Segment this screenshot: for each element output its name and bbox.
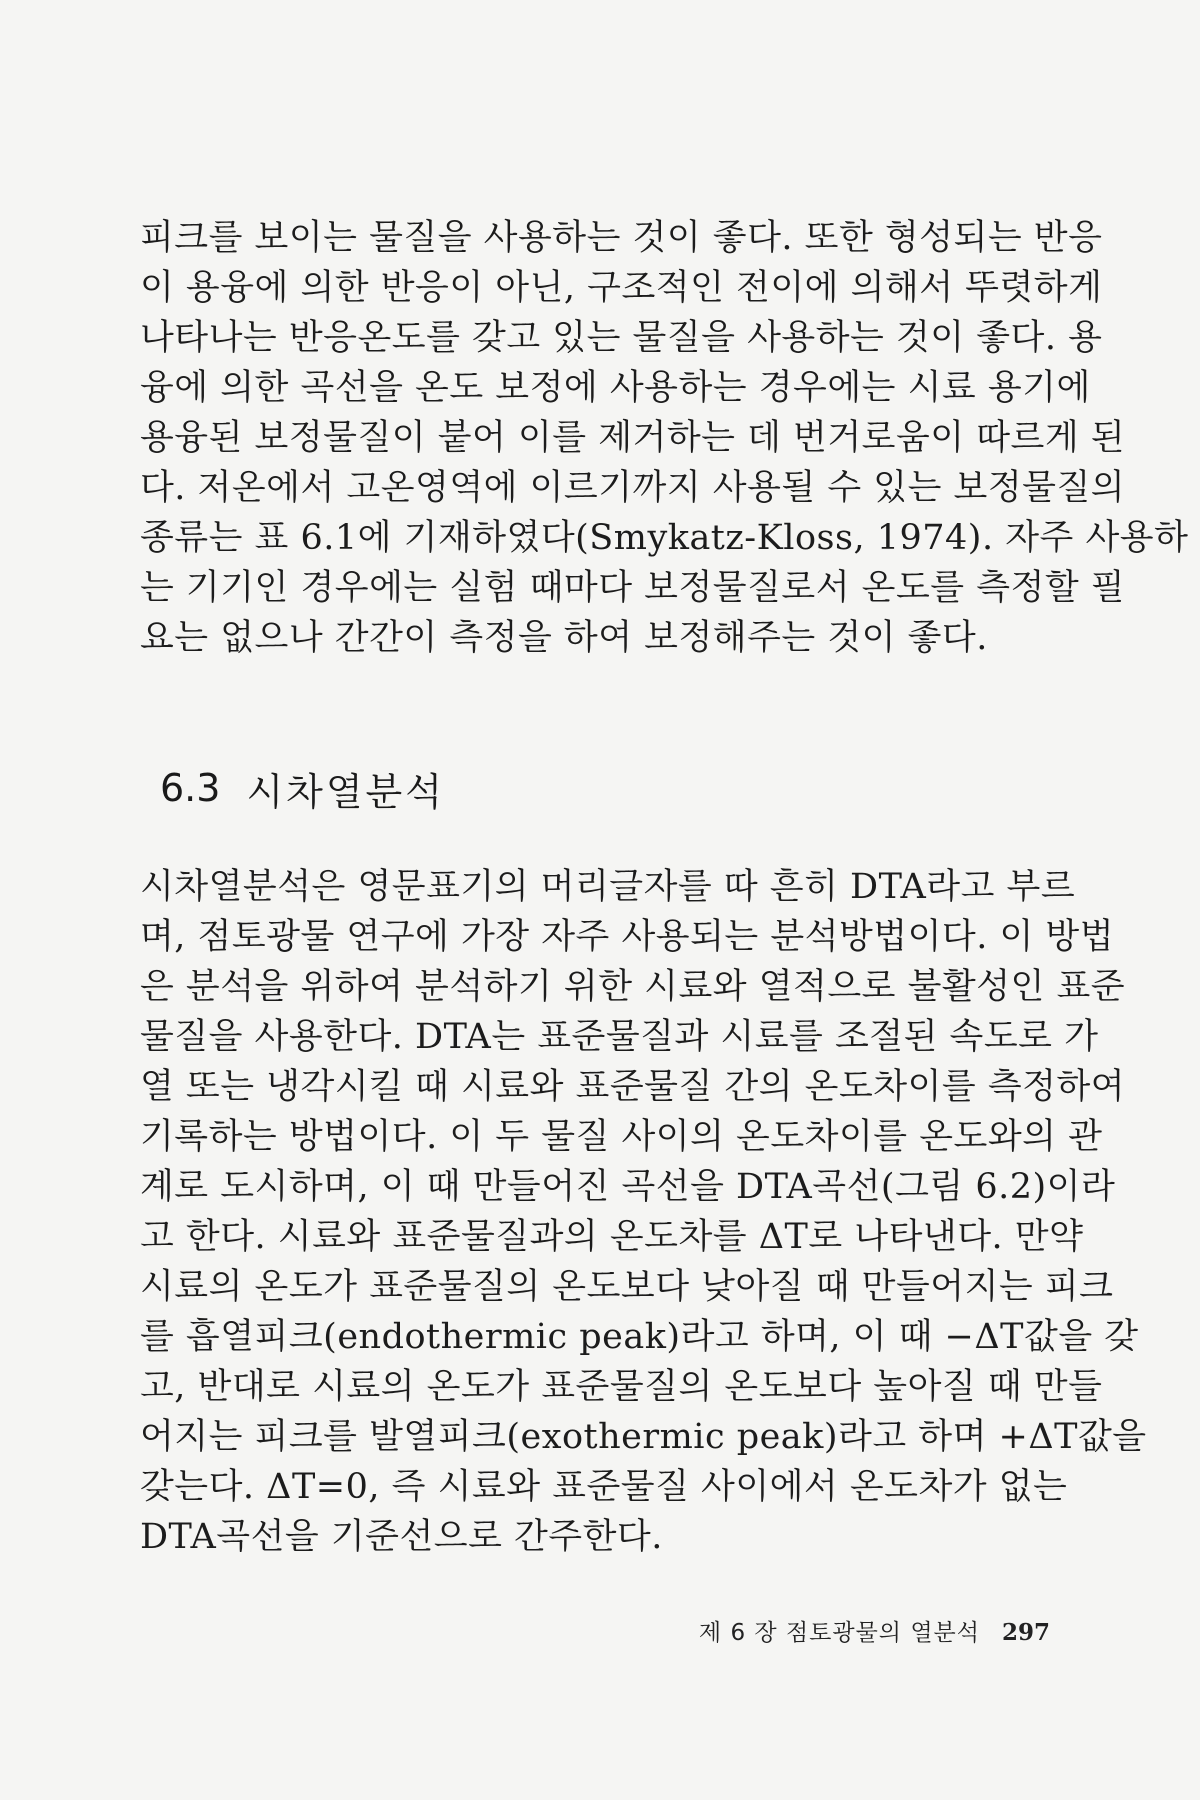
text-line: 융에 의한 곡선을 온도 보정에 사용하는 경우에는 시료 용기에 bbox=[140, 368, 1091, 408]
text-line: 는 기기인 경우에는 실험 때마다 보정물질로서 온도를 측정할 필 bbox=[140, 568, 1126, 608]
text-line: DTA곡선을 기준선으로 간주한다. bbox=[140, 1517, 663, 1557]
section-heading bbox=[160, 758, 445, 818]
text-line: 를 흡열피크(endothermic peak)라고 하며, 이 때 −ΔT값을 갖 bbox=[140, 1317, 1139, 1357]
text-line: 어지는 피크를 발열피크(exothermic peak)라고 하며 +ΔT값을 bbox=[140, 1417, 1147, 1457]
text-line: 나타나는 반응온도를 갖고 있는 물질을 사용하는 것이 좋다. 용 bbox=[140, 318, 1103, 358]
text-line: 고 한다. 시료와 표준물질과의 온도차를 ΔT로 나타낸다. 만약 bbox=[140, 1217, 1084, 1257]
text-line: 요는 없으나 간간이 측정을 하여 보정해주는 것이 좋다. bbox=[140, 618, 988, 658]
text-line: 기록하는 방법이다. 이 두 물질 사이의 온도차이를 온도와의 관 bbox=[140, 1117, 1103, 1157]
text-line: 이 용융에 의한 반응이 아닌, 구조적인 전이에 의해서 뚜렷하게 bbox=[140, 268, 1103, 308]
text-line: 피크를 보이는 물질을 사용하는 것이 좋다. 또한 형성되는 반응 bbox=[140, 218, 1103, 258]
section-title: 시차열분석 bbox=[246, 769, 445, 814]
body-paragraph-1 bbox=[140, 213, 1189, 663]
body-paragraph-2 bbox=[140, 862, 1147, 1562]
text-line: 시차열분석은 영문표기의 머리글자를 따 흔히 DTA라고 부르 bbox=[140, 867, 1076, 907]
running-head: 제 6 장 점토광물의 열분석 bbox=[698, 1620, 980, 1646]
text-line: 은 분석을 위하여 분석하기 위한 시료와 열적으로 불활성인 표준 bbox=[140, 967, 1126, 1007]
text-line: 시료의 온도가 표준물질의 온도보다 낮아질 때 만들어지는 피크 bbox=[140, 1267, 1114, 1307]
text-line: 며, 점토광물 연구에 가장 자주 사용되는 분석방법이다. 이 방법 bbox=[140, 917, 1115, 957]
page-number: 297 bbox=[1001, 1619, 1050, 1646]
section-number: 6.3 bbox=[160, 766, 221, 810]
text-line: 다. 저온에서 고온영역에 이르기까지 사용될 수 있는 보정물질의 bbox=[140, 468, 1126, 508]
text-line: 용융된 보정물질이 붙어 이를 제거하는 데 번거로움이 따르게 된 bbox=[140, 418, 1126, 458]
text-line: 계로 도시하며, 이 때 만들어진 곡선을 DTA곡선(그림 6.2)이라 bbox=[140, 1167, 1116, 1207]
text-line: 종류는 표 6.1에 기재하였다(Smykatz-Kloss, 1974). 자주 사용하 bbox=[140, 518, 1189, 558]
text-line: 고, 반대로 시료의 온도가 표준물질의 온도보다 높아질 때 만들 bbox=[140, 1367, 1103, 1407]
text-line: 갖는다. ΔT=0, 즉 시료와 표준물질 사이에서 온도차가 없는 bbox=[140, 1467, 1068, 1507]
text-line: 열 또는 냉각시킬 때 시료와 표준물질 간의 온도차이를 측정하여 bbox=[140, 1067, 1126, 1107]
text-line: 물질을 사용한다. DTA는 표준물질과 시료를 조절된 속도로 가 bbox=[140, 1017, 1099, 1057]
page-footer bbox=[699, 1614, 1050, 1647]
